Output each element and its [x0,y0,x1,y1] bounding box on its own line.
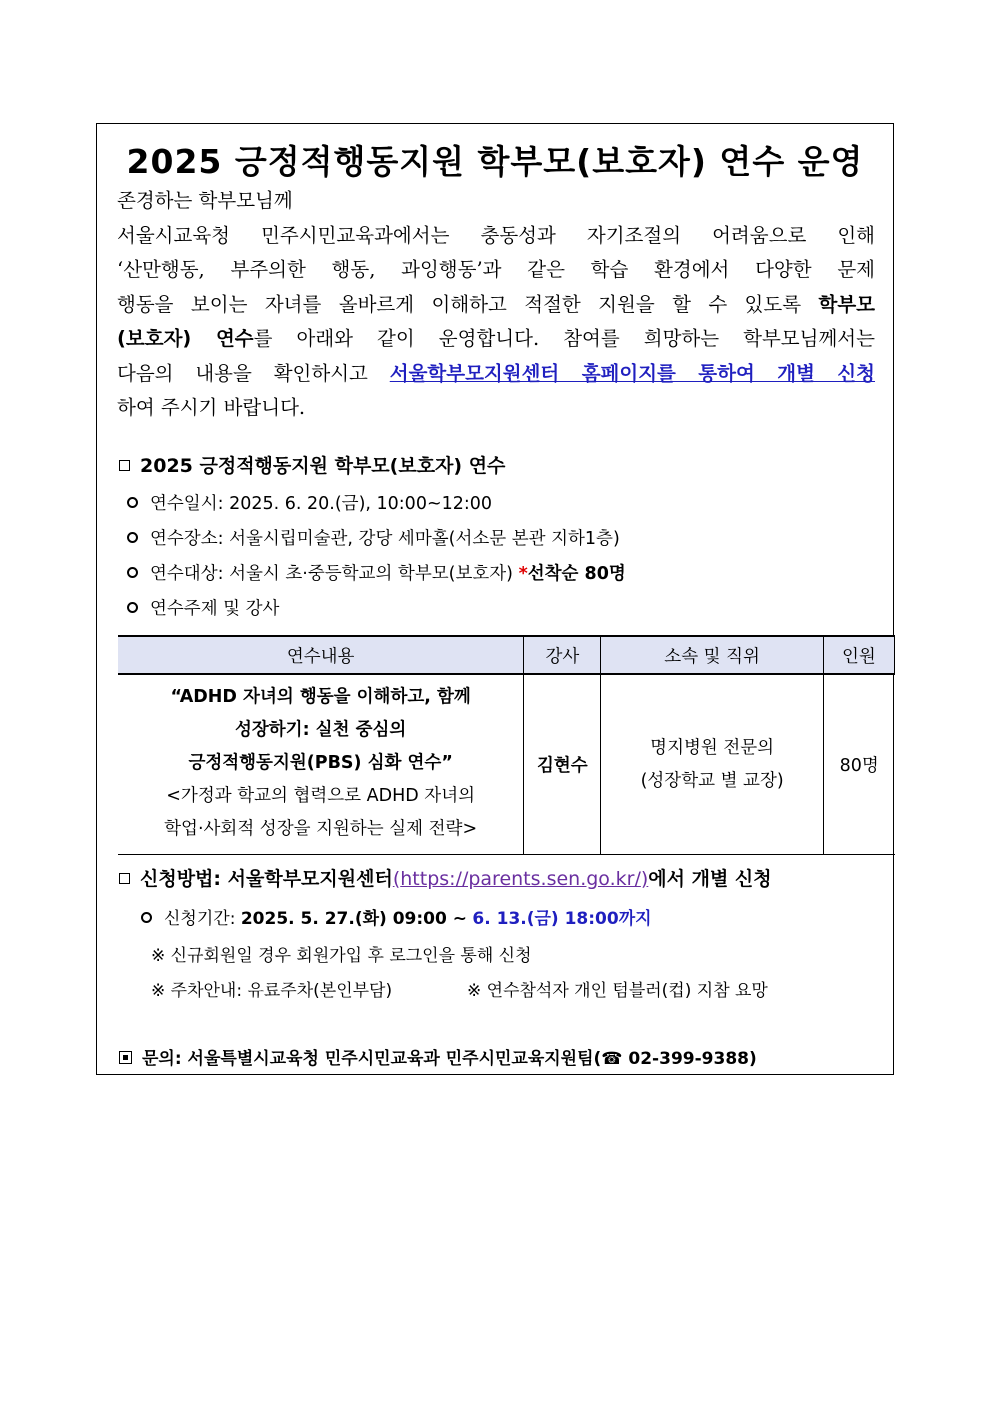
cell-count: 80명 [823,674,894,855]
apply-heading-text: 신청방법: 서울학부모지원센터 [140,868,393,890]
intro-paragraph [117,184,875,426]
apply-period-start: 2025. 5. 27.(화) 09:00 ~ [240,909,467,929]
apply-period [141,904,652,929]
intro-bold-parent: 학부모 [818,292,875,316]
url-close-paren: ) [640,868,649,890]
circle-bullet-icon [127,602,138,613]
intro-greeting: 존경하는 학부모님께 [117,189,293,212]
training-target [127,560,626,585]
header-instructor: 강사 [524,636,601,674]
cell-instructor: 김현수 [524,674,601,855]
table-header-row [118,636,895,674]
intro-line-4 [117,322,875,357]
header-count: 인원 [823,636,894,674]
cell-content [118,674,524,855]
note-signup: ※ 신규회원일 경우 회원가입 후 로그인을 통해 신청 [151,946,532,966]
page-title: 2025 긍정적행동지원 학부모(보호자) 연수 운영 [126,142,864,181]
notice-frame [96,123,894,1075]
header-content: 연수내용 [118,636,524,674]
training-place-text: 연수장소: 서울시립미술관, 강당 세마홀(서소문 본관 지하1층) [150,529,620,549]
affiliation-line-1: 명지병원 전문의 [650,737,775,758]
training-target-text: 연수대상: 서울시 초·중등학교의 학부모(보호자) [150,564,513,584]
content-title-line-2: 성장하기: 실천 중심의 [234,720,407,740]
content-title-line-1: “ADHD 자녀의 행동을 이해하고, 함께 [170,687,471,707]
circle-bullet-icon [127,497,138,508]
homepage-link[interactable]: 서울학부모지원센터 홈페이지를 통하여 개별 신청 [389,361,876,385]
intro-line-1: 서울시교육청 민주시민교육과에서는 충동성과 자기조절의 어려움으로 인해 [117,223,875,247]
training-date-text: 연수일시: 2025. 6. 20.(금), 10:00~12:00 [150,494,493,514]
training-table [118,635,895,855]
circle-bullet-icon [127,532,138,543]
note-parking: ※ 주차안내: 유료주차(본인부담) [151,981,393,1001]
filled-square-bullet-icon [119,1051,132,1064]
training-topic [127,595,279,620]
section-training-heading [119,451,505,478]
content-sub-line-1: <가정과 학교의 협력으로 ADHD 자녀의 [166,786,476,806]
intro-bold-training: (보호자) 연수 [117,327,254,350]
square-bullet-icon [119,460,130,471]
intro-line-3-text: 행동을 보이는 자녀를 올바르게 이해하고 적절한 지원을 할 수 있도록 [117,292,802,316]
intro-line-5-text: 다음의 내용을 확인하시고 [117,361,368,385]
table-row [118,674,895,855]
url-open-paren: ( [392,868,401,890]
circle-bullet-icon [141,912,152,923]
header-affiliation: 소속 및 직위 [601,636,823,674]
cell-affiliation [601,674,823,855]
contact-phone: 02-399-9388) [622,1049,757,1069]
apply-period-label: 신청기간: [164,909,236,929]
intro-line-5 [117,357,875,392]
training-place [127,525,620,550]
intro-line-2: ‘산만행동, 부주의한 행동, 과잉행동’과 같은 학습 환경에서 다양한 문제 [117,258,875,281]
phone-icon: ☎ [601,1049,623,1069]
intro-line-6: 하여 주시기 바랍니다. [117,396,306,419]
apply-heading-suffix: 에서 개별 신청 [648,868,772,890]
contact-info [119,1044,757,1069]
training-topic-text: 연수주제 및 강사 [150,599,280,619]
content-sub-line-2: 학업·사회적 성장을 지원하는 실제 전략> [164,819,478,839]
parents-site-link[interactable]: https://parents.sen.go.kr/ [400,868,641,890]
intro-line-3 [117,288,875,323]
square-bullet-icon [119,873,130,884]
asterisk-mark: * [518,564,528,584]
section-apply-heading [119,864,772,891]
apply-period-end: 6. 13.(금) 18:00까지 [472,909,652,929]
section-training-title: 2025 긍정적행동지원 학부모(보호자) 연수 [140,455,506,477]
first-come-badge: 선착순 80명 [527,564,626,584]
affiliation-line-2: (성장학교 별 교장) [640,770,784,791]
training-date [127,490,492,515]
content-title-line-3: 긍정적행동지원(PBS) 심화 연수” [188,753,453,773]
contact-text: 문의: 서울특별시교육청 민주시민교육과 민주시민교육지원팀( [142,1049,602,1069]
intro-line-4-text: 를 아래와 같이 운영합니다. 참여를 희망하는 학부모님께서는 [253,327,875,350]
circle-bullet-icon [127,567,138,578]
note-tumbler: ※ 연수참석자 개인 텀블러(컵) 지참 요망 [467,981,768,1001]
